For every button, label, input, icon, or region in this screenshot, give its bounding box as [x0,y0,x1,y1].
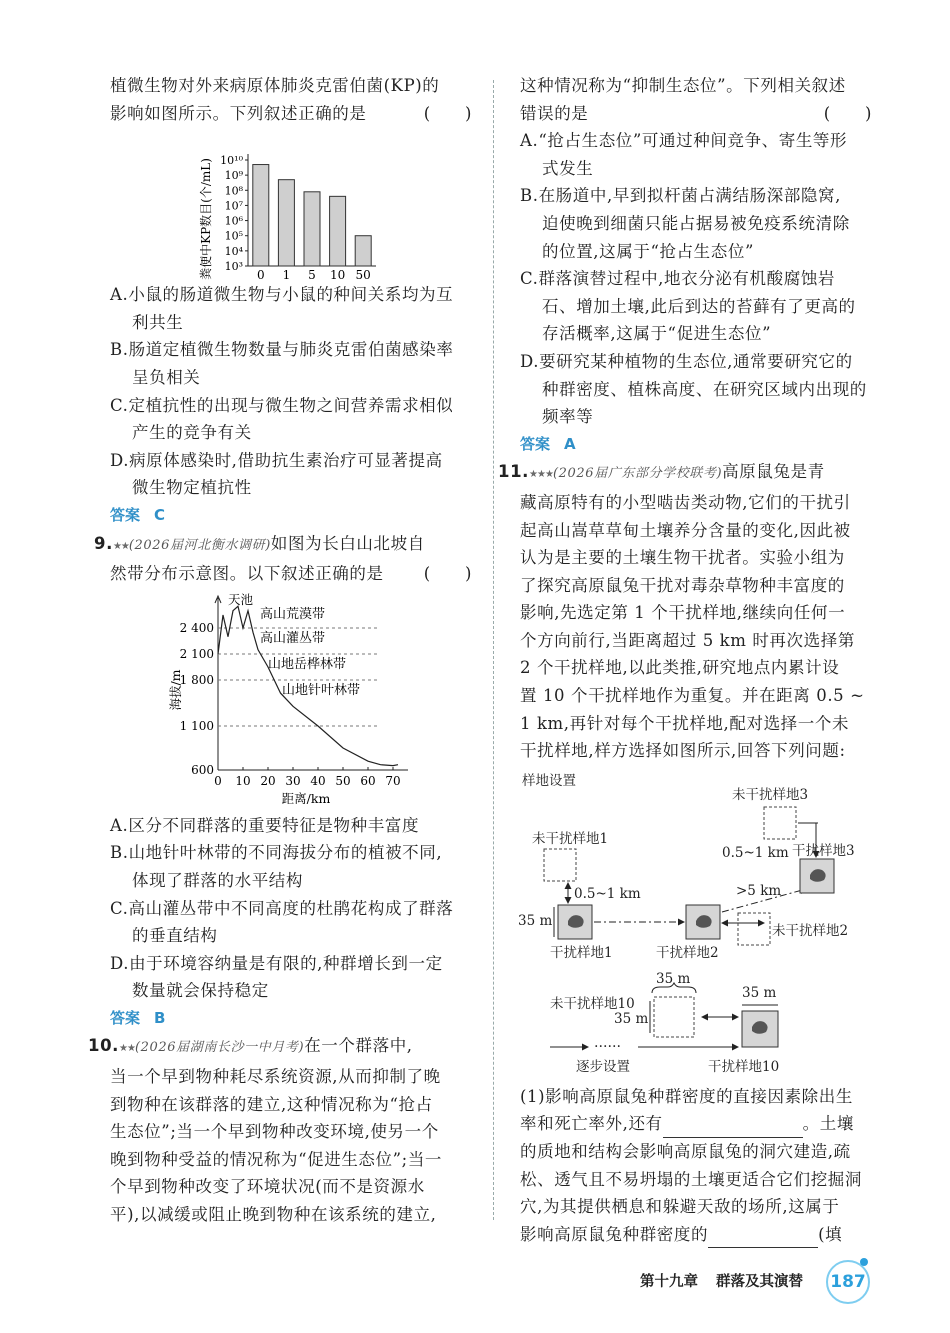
kp-bar [330,197,346,267]
undisturbed-plot-2 [738,913,770,945]
q11-sub1-line: 的质地和结构会影响高原鼠兔的洞穴建造,疏 [520,1142,851,1162]
zone-label: 山地岳桦林带 [268,656,347,672]
q10-line: 到物种在该群落的建立,这种情况称为“抢占 [110,1094,433,1114]
q11-sub1-line: 率和死亡率外,还有 。土壤 [520,1110,872,1138]
x-tick-label: 50 [335,773,351,788]
undisturbed-plot-10-label: 未干扰样地10 [550,995,635,1012]
q9-option-a[interactable]: A.区分不同群落的重要特征是物种丰富度 [110,815,420,835]
kp-bar [253,165,269,266]
disturbed-plot-3-label: 干扰样地3 [792,842,855,859]
q8-option-b[interactable]: B.肠道定植微生物数量与肺炎克雷伯菌感染率 呈负相关 [110,340,454,387]
q11-line: 影响,先选定第 1 个干扰样地,继续向任何一 [520,603,846,623]
top-label: 天池 [228,591,254,607]
undisturbed-plot-1 [544,849,576,881]
q10-line: 晚到物种受益的情况称为“促进生态位”;当一 [110,1149,443,1169]
q10-stem: 10.★★(2026届湖南长沙一中月考)在一个群落中, [88,1036,413,1056]
q11-line: 置 10 个干扰样地作为重复。并在距离 0.5 ~ [520,686,865,706]
x-tick-label: 50 [355,268,371,282]
elevation-zone-chart [110,590,472,812]
answer-paren: ( ) [823,103,872,123]
distance-label: >5 km [736,882,782,899]
y-tick-label: 2 100 [179,646,214,661]
y-axis-label: 粪便中KP数目(个/mL) [199,158,213,281]
q11-line: 起高山嵩草草甸土壤养分含量的变化,因此被 [520,520,851,540]
y-tick-label: 10⁵ [224,229,243,243]
answer-blank[interactable] [708,1229,818,1248]
kp-bar [355,236,371,266]
q8-option-a[interactable]: A.小鼠的肠道微生物与小鼠的种间关系均为互 利共生 [110,285,454,332]
difficulty-stars: ★★★ [529,469,553,481]
q10-option-d[interactable]: D.要研究某种植物的生态位,通常要研究它的 种群密度、植株高度、在研究区域内出现的 频率等 [520,351,867,427]
x-axis-label: 距离/km [281,790,331,806]
x-tick-label: 70 [385,773,401,788]
kp-bar [304,192,320,266]
q10-line: 个早到物种改变了环境状况(而不是资源水 [110,1177,425,1197]
x-tick-label: 10 [329,268,346,282]
q11-line: 藏高原特有的小型啮齿类动物,它们的干扰引 [520,492,851,512]
y-tick-label: 10⁷ [224,199,243,213]
plot-size-label: 35 m [742,984,777,1001]
y-tick-label: 10³ [224,260,243,274]
x-tick-label: 5 [308,268,316,282]
distance-label: 0.5~1 km [722,844,789,861]
x-tick-label: 40 [310,773,326,788]
q8-stem-line: 植微生物对外来病原体肺炎克雷伯菌(KP)的 [110,76,440,95]
plot-size-label: 35 m [614,1010,649,1027]
undisturbed-plot-10 [654,997,694,1037]
kp-bar [278,180,294,266]
q9-answer: 答案 B [110,1008,166,1027]
plot-size-label: 35 m [518,912,553,929]
q9-option-c[interactable]: C.高山灌丛带中不同高度的杜鹃花构成了群落 的垂直结构 [110,898,454,946]
step-label: 逐步设置 [576,1058,630,1075]
x-tick-label: 30 [285,773,301,788]
ellipsis: …… [594,1034,621,1051]
column-divider [493,80,494,1220]
undisturbed-plot-2-label: 未干扰样地2 [772,922,849,939]
chapter-label: 第十九章 [640,1274,698,1290]
q11-line: 认为是主要的土壤生物干扰者。实验小组为 [520,548,845,568]
plot-setup-title: 样地设置 [522,772,576,789]
q10-line: 这种情况称为“抑制生态位”。下列相关叙述 [520,76,846,95]
difficulty-stars: ★★ [119,1043,135,1055]
q10-line: 平),以减缓或阻止晚到物种在该系统的建立, [110,1205,437,1225]
y-tick-label: 10⁶ [224,214,243,228]
y-axis-label: 海拔/m [168,669,183,711]
y-tick-label: 2 400 [179,620,214,635]
q11-line: 了探究高原鼠兔干扰对毒杂草物种丰富度的 [520,575,845,595]
y-tick-label: 1 100 [179,718,214,733]
q8-option-c[interactable]: C.定植抗性的出现与微生物之间营养需求相似 产生的竞争有关 [110,395,454,443]
question-source: (2026届广东部分学校联考) [552,466,723,482]
zone-label: 高山灌丛带 [260,630,326,646]
disturbed-plot-2-label: 干扰样地2 [656,944,719,961]
x-tick-label: 60 [360,773,376,788]
x-tick-label: 0 [256,268,265,282]
q8-answer: 答案 C [110,505,166,524]
x-tick-label: 1 [282,268,291,282]
page-footer [640,1270,821,1291]
answer-paren: ( ) [423,103,472,123]
x-tick-label: 10 [235,773,251,788]
q10-line: 当一个早到物种耗尽系统资源,从而抑制了晚 [110,1067,441,1087]
q11-line: 个方向前行,当距离超过 5 km 时再次选择第 [520,630,855,650]
y-tick-label: 10⁴ [224,245,243,259]
answer-blank[interactable] [663,1119,803,1138]
q11-line: 2 个干扰样地,以此类推,研究地点内累计设 [520,658,840,678]
y-tick-label: 600 [191,762,214,777]
q10-option-b[interactable]: B.在肠道中,早到拟杆菌占满结肠深部隐窝, 迫使晚到细菌只能占据易被免疫系统清除 的位置,这属于“抢占生态位” [520,186,850,261]
q11-line: 干扰样地,样方选择如图所示,回答下列问题: [520,741,846,761]
y-tick-label: 10⁹ [224,169,243,183]
q10-answer: 答案 A [520,434,576,453]
plot-size-label: 35 m [656,970,691,987]
q9-option-d[interactable]: D.由于环境容纳量是有限的,种群增长到一定 数量就会保持稳定 [110,953,443,1001]
difficulty-stars: ★★ [112,540,129,552]
undisturbed-plot-3-label: 未干扰样地3 [732,786,809,803]
undisturbed-plot-1-label: 未干扰样地1 [532,830,609,847]
q11-sub1-line: 松、透气且不易坍塌的土壤更适合它们挖掘洞 [520,1169,862,1189]
question-source: (2026届湖南长沙一中月考) [134,1040,305,1056]
page-number: 187 [826,1260,870,1304]
q8-stem-line: 影响如图所示。下列叙述正确的是 ( ) [110,100,472,128]
q8-option-d[interactable]: D.病原体感染时,借助抗生素治疗可显著提高 微生物定植抗性 [110,450,443,498]
y-tick-label: 10¹⁰ [220,154,243,168]
q11-line: 1 km,再针对每个干扰样地,配对选择一个未 [520,713,850,733]
q10-option-c[interactable]: C.群落演替过程中,地衣分泌有机酸腐蚀岩 石、增加土壤,此后到达的苔藓有了更高的 存活概率,这属于“促进生态位” [520,269,856,344]
y-tick-label: 1 800 [179,672,214,687]
disturbed-plot-10-label: 干扰样地10 [708,1058,780,1075]
q11-sub1-line: 穴,为其提供栖息和躲避天敌的场所,这属于 [520,1197,840,1217]
answer-paren: ( ) [423,564,472,584]
question-source: (2026届河北衡水调研) [128,537,271,553]
q11-stem: 11.★★★(2026届广东部分学校联考)高原鼠兔是青 [498,462,825,482]
q9-stem: 9.★★(2026届河北衡水调研)如图为长白山北坡自 [94,533,425,553]
disturbed-plot-1-label: 干扰样地1 [550,944,613,961]
kp-bar-chart [110,131,472,281]
distance-label: 0.5~1 km [574,885,641,902]
zone-label: 高山荒漠带 [260,606,326,622]
q11-sub1-line: 影响高原鼠兔种群密度的 (填 [520,1221,872,1249]
q10-line: 生态位”;当一个早到物种改变环境,使另一个 [110,1122,439,1142]
page-number-dot [860,1258,868,1266]
y-tick-label: 10⁸ [224,184,243,198]
zone-label: 山地针叶林带 [282,682,361,698]
x-tick-label: 20 [260,773,276,788]
undisturbed-plot-3 [764,807,796,839]
right-column [498,72,872,1248]
q10-line: 错误的是 ( ) [520,100,872,128]
q9-option-b[interactable]: B.山地针叶林带的不同海拔分布的植被不同, 体现了群落的水平结构 [110,843,443,890]
q9-stem-line: 然带分布示意图。以下叙述正确的是 ( ) [110,560,472,588]
q10-option-a[interactable]: A.“抢占生态位”可通过种间竞争、寄生等形 式发生 [520,131,848,178]
chapter-title: 群落及其演替 [716,1274,803,1290]
q11-sub1-line: (1)影响高原鼠兔种群密度的直接因素除出生 [520,1086,853,1106]
x-tick-label: 0 [214,773,222,788]
left-column [88,72,472,1229]
plot-layout-diagram [510,765,862,1083]
